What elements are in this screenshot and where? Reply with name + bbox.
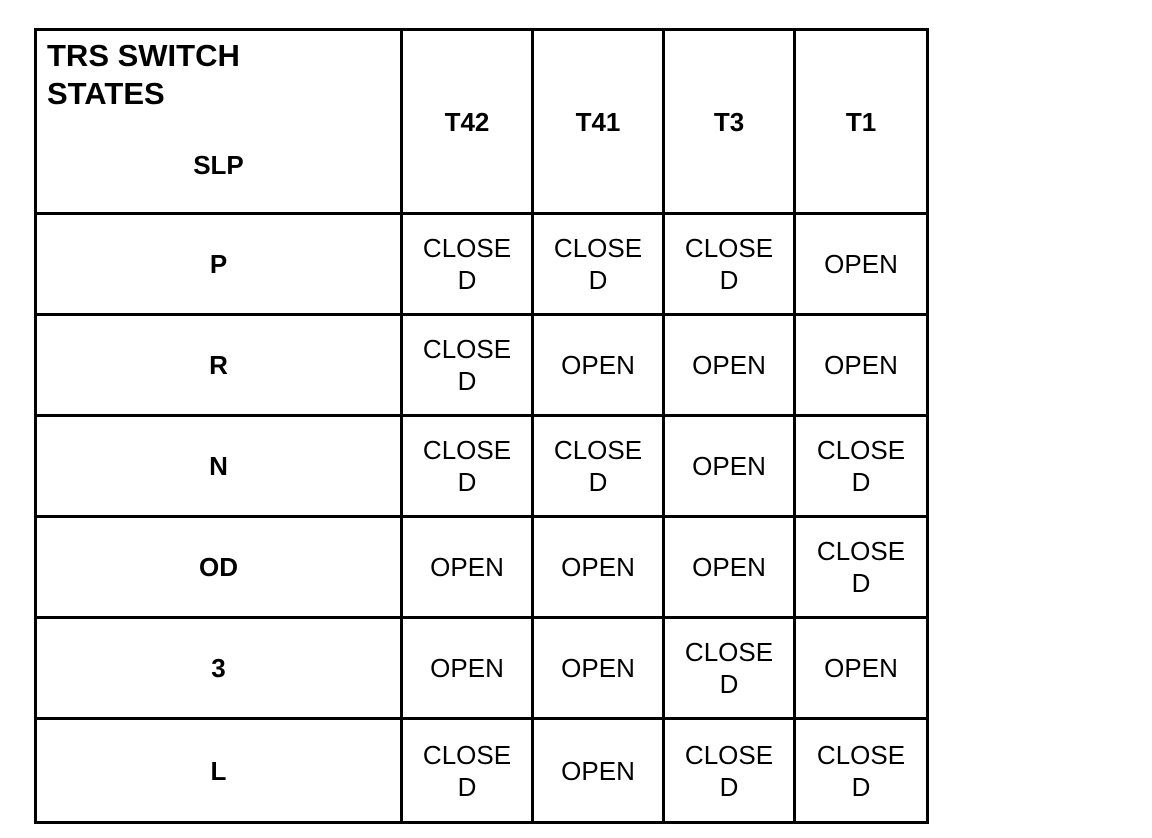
row-header-3: 3 xyxy=(37,619,403,720)
state-cell: OPEN xyxy=(796,619,926,720)
row-header-od: OD xyxy=(37,518,403,619)
column-header-t42: T42 xyxy=(403,31,534,215)
column-header-t41: T41 xyxy=(534,31,665,215)
column-header-t1: T1 xyxy=(796,31,926,215)
state-cell: CLOSE D xyxy=(534,417,665,518)
state-cell: OPEN xyxy=(534,619,665,720)
state-cell: OPEN xyxy=(534,316,665,417)
state-cell: CLOSE D xyxy=(403,316,534,417)
state-cell: CLOSE D xyxy=(403,215,534,316)
trs-switch-states-table xyxy=(34,28,929,824)
corner-header-cell xyxy=(37,31,403,215)
column-header-t3: T3 xyxy=(665,31,796,215)
state-cell: CLOSE D xyxy=(403,417,534,518)
state-cell: OPEN xyxy=(403,518,534,619)
table-title: TRS SWITCH STATES xyxy=(47,38,240,111)
row-header-label: SLP xyxy=(193,150,244,180)
state-cell: OPEN xyxy=(796,215,926,316)
state-cell: OPEN xyxy=(665,316,796,417)
state-cell: OPEN xyxy=(665,417,796,518)
state-cell: CLOSE D xyxy=(665,215,796,316)
state-cell: OPEN xyxy=(403,619,534,720)
row-header-p: P xyxy=(37,215,403,316)
state-cell: CLOSE D xyxy=(403,720,534,821)
row-header-l: L xyxy=(37,720,403,821)
row-header-r: R xyxy=(37,316,403,417)
state-cell: CLOSE D xyxy=(534,215,665,316)
state-cell: OPEN xyxy=(534,518,665,619)
state-cell: CLOSE D xyxy=(816,739,906,802)
state-cell: OPEN xyxy=(796,316,926,417)
state-cell: CLOSE D xyxy=(796,417,926,518)
state-cell: CLOSE D xyxy=(665,619,796,720)
state-cell: CLOSE D xyxy=(665,720,796,821)
state-cell: OPEN xyxy=(534,720,665,821)
row-header-n: N xyxy=(37,417,403,518)
state-cell: CLOSE D xyxy=(796,518,926,619)
state-cell: OPEN xyxy=(665,518,796,619)
